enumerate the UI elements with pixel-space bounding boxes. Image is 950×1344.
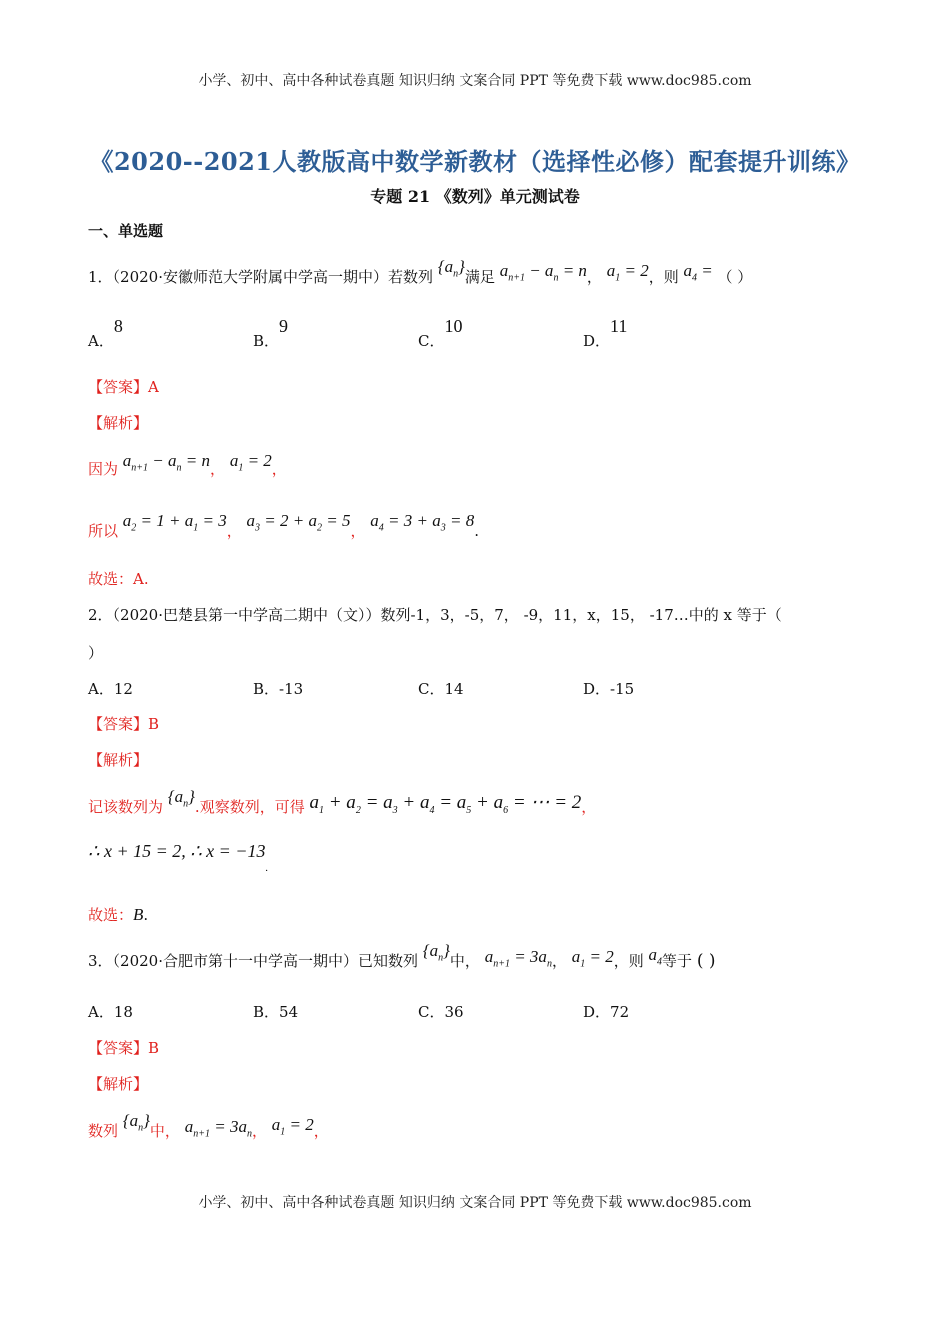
page-header: 小学、初中、高中各种试卷真题 知识归纳 文案合同 PPT 等免费下载 www.doc985.com [198, 73, 752, 89]
question-2-cont: ） [88, 644, 104, 662]
solution-line: ∴ x + 15 = 2, ∴ $x = -13_.$ [88, 841, 269, 874]
answer-paren: ( ) [696, 951, 716, 971]
option-a[interactable]: A．12 [88, 680, 133, 698]
page-footer: 小学、初中、高中各种试卷真题 知识归纳 文案合同 PPT 等免费下载 www.doc985.com [198, 1195, 752, 1211]
document-subtitle: 专题 21 《数列》单元测试卷 [370, 187, 580, 206]
option-c[interactable]: C．14 [418, 680, 464, 698]
analysis-label: 【解析】 [88, 1075, 149, 1093]
math-condition: $a_1 = 2$ [606, 261, 649, 284]
question-1: 1．（2020·安徽师范大学附属中学高一期中）若数列 $\{a_n\}$满足 $a_{n+1} - a_n = n$， $a_1 = 2$，则 $a_4$ = （ ） [88, 257, 753, 286]
conclusion: 故选：B. [88, 905, 149, 924]
math-condition: $a_{n+1} - a_n = n$ [499, 261, 587, 284]
conclusion: 故选：A. [88, 570, 149, 588]
math-ask: $a_4$ = [683, 261, 713, 284]
option-b[interactable]: B．54 [253, 1003, 299, 1021]
analysis-label: 【解析】 [88, 414, 149, 432]
option-b[interactable]: B．-13 [253, 680, 304, 698]
document-title: 《2020--2021人教版高中数学新教材（选择性必修）配套提升训练》 [89, 147, 861, 176]
question-text: 满足 [464, 268, 495, 286]
math-seq: $\{a_n\}$ [437, 257, 465, 280]
option-a[interactable]: A．18 [88, 1003, 133, 1021]
question-text: ，则 [648, 268, 679, 286]
question-source: （2020·安徽师范大学附属中学高一期中）若数列 [112, 268, 433, 286]
question-2: 2．（2020·巴楚县第一中学高二期中（文））数列-1，3，-5，7， -9，11，x，15， -17…中的 x 等于（ [88, 606, 782, 624]
section-heading: 一、单选题 [88, 222, 164, 240]
option-b[interactable]: B．9 [253, 316, 289, 350]
answer-line: 【答案】B [88, 715, 160, 733]
answer-paren: （ ） [717, 268, 753, 286]
option-c[interactable]: C．36 [418, 1003, 464, 1021]
option-d[interactable]: D．72 [583, 1003, 630, 1021]
answer-line: 【答案】B [88, 1039, 160, 1057]
option-a[interactable]: A．8 [88, 316, 123, 350]
question-3: 3．（2020·合肥市第十一中学高一期中）已知数列 $\{a_n\}$中， $a_{n+1} = 3a_n$， $a_1 = 2$，则 $a_4$等于 ( ) [88, 941, 716, 971]
solution-line: 数列 $\{a_n\}$中， $a_{n+1} = 3a_n$， $a_1 = 2$， [88, 1111, 329, 1140]
option-d[interactable]: D．-15 [583, 680, 635, 698]
analysis-label: 【解析】 [88, 751, 149, 769]
solution-line: 因为 $a_{n+1} - a_n = n$， $a_1 = 2$， [88, 451, 287, 478]
question-number: 1． [88, 268, 113, 286]
solution-line: 记该数列为 $\{a_n\}$.观察数列，可得 $a_1 + a_2 = a_3 + a_4 = a_5 + a_6$ = ⋯ = 2， [88, 787, 597, 816]
answer-line: 【答案】A [88, 378, 159, 396]
option-c[interactable]: C．10 [418, 316, 463, 350]
solution-line: 所以 $a_2 = 1 + a_1 = 3$， $a_3 = 2 + a_2 = 5$， $a_4 = 3 + a_3 = 8$. [88, 511, 479, 540]
option-d[interactable]: D．11 [583, 316, 628, 350]
